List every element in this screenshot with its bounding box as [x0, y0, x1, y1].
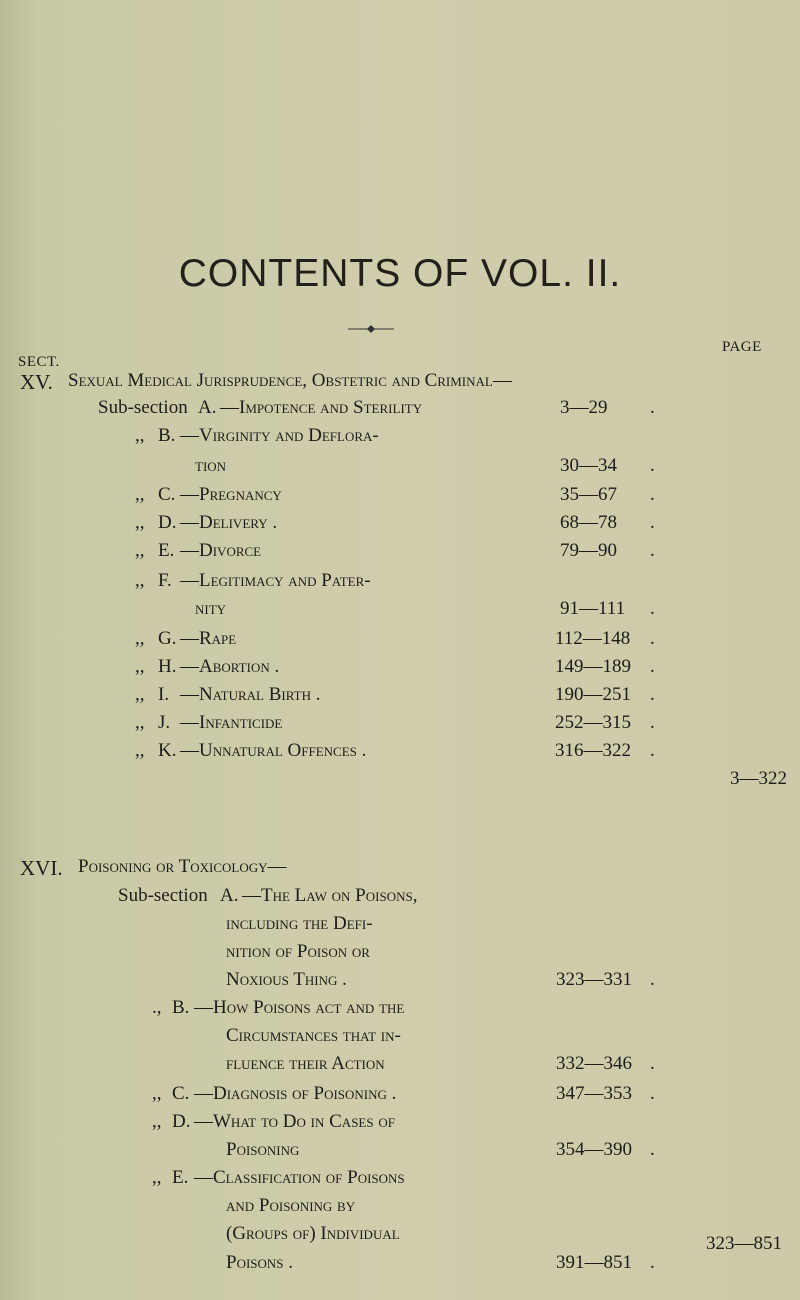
entry-prefix: Sub-section: [118, 885, 208, 906]
entry-title-line: —Pregnancy: [180, 484, 282, 505]
entry-prefix: ,,: [135, 570, 145, 591]
entry-prefix: ,,: [152, 1167, 162, 1188]
entry-pages: 354—390: [556, 1139, 632, 1160]
entry-pages: 332—346: [556, 1053, 632, 1074]
entry-letter: A.: [220, 885, 239, 906]
entry-letter: E.: [172, 1167, 189, 1188]
entry-title-line: —Infanticide: [180, 712, 283, 733]
entry-prefix: ,,: [135, 740, 145, 761]
entry-leader-dot: .: [650, 684, 655, 705]
entry-letter: B.: [158, 425, 176, 446]
entry-title-line: nity: [195, 598, 227, 619]
entry-pages: 91—111: [560, 598, 626, 619]
entry-prefix: ,,: [135, 512, 145, 533]
entry-letter: J.: [158, 712, 171, 733]
entry-leader-dot: .: [650, 740, 655, 761]
section-pages: 3—322: [730, 768, 787, 789]
section-pages: 323—851: [706, 1233, 782, 1254]
entry-pages: 30—34: [560, 455, 617, 476]
entry-letter: D.: [158, 512, 177, 533]
entry-pages: 391—851: [556, 1252, 632, 1273]
section-number: XVI.: [20, 856, 63, 880]
entry-letter: K.: [158, 740, 177, 761]
entry-leader-dot: .: [650, 1139, 655, 1160]
entry-title-line: Poisons .: [226, 1252, 294, 1273]
entry-title-line: —Rape: [180, 628, 237, 649]
entry-prefix: ,,: [135, 684, 145, 705]
entry-title-line: —Impotence and Sterility: [220, 397, 423, 418]
entry-title-line: Circumstances that in-: [226, 1025, 401, 1046]
entry-title-line: (Groups of) Individual: [226, 1223, 400, 1244]
sect-column-header: SECT.: [18, 354, 60, 370]
entry-title-line: —Legitimacy and Pater-: [180, 570, 371, 591]
entry-prefix: Sub-section: [98, 397, 188, 418]
entry-letter: C.: [172, 1083, 190, 1104]
entry-leader-dot: .: [650, 512, 655, 533]
entry-prefix: ,,: [135, 540, 145, 561]
entry-title-line: —Abortion .: [180, 656, 280, 677]
entry-pages: 3—29: [560, 397, 608, 418]
entry-pages: 316—322: [555, 740, 631, 761]
entry-letter: A.: [198, 397, 217, 418]
entry-pages: 112—148: [555, 628, 631, 649]
entry-title-line: —The Law on Poisons,: [242, 885, 418, 906]
section-number: XV.: [20, 370, 53, 394]
entry-letter: F.: [158, 570, 172, 591]
entry-leader-dot: .: [650, 1053, 655, 1074]
entry-pages: 79—90: [560, 540, 617, 561]
entry-prefix: ,,: [135, 712, 145, 733]
entry-title-line: —Classification of Poisons: [194, 1167, 405, 1188]
entry-title-line: —Virginity and Deflora-: [180, 425, 379, 446]
entry-leader-dot: .: [650, 598, 655, 619]
page-title: CONTENTS OF VOL. II.: [178, 252, 622, 295]
entry-leader-dot: .: [650, 1252, 655, 1273]
entry-title-line: —Delivery .: [180, 512, 278, 533]
entry-pages: 68—78: [560, 512, 617, 533]
entry-prefix: .,: [152, 997, 162, 1018]
entry-letter: E.: [158, 540, 175, 561]
entry-title-line: —How Poisons act and the: [194, 997, 405, 1018]
entry-prefix: ,,: [152, 1083, 162, 1104]
entry-leader-dot: .: [650, 540, 655, 561]
entry-pages: 252—315: [555, 712, 631, 733]
entry-title-line: —Natural Birth .: [180, 684, 321, 705]
entry-letter: H.: [158, 656, 177, 677]
entry-title-line: fluence their Action: [226, 1053, 385, 1074]
entry-leader-dot: .: [650, 712, 655, 733]
entry-letter: B.: [172, 997, 190, 1018]
entry-title-line: —What to Do in Cases of: [194, 1111, 395, 1132]
entry-letter: I.: [158, 684, 170, 705]
entry-title-line: and Poisoning by: [226, 1195, 356, 1216]
entry-prefix: ,,: [152, 1111, 162, 1132]
entry-pages: 149—189: [555, 656, 631, 677]
entry-leader-dot: .: [650, 455, 655, 476]
entry-leader-dot: .: [650, 484, 655, 505]
page-column-header: PAGE: [722, 339, 762, 355]
ornament-divider: [348, 325, 394, 333]
entry-prefix: ,,: [135, 656, 145, 677]
entry-leader-dot: .: [650, 1083, 655, 1104]
entry-leader-dot: .: [650, 656, 655, 677]
entry-letter: D.: [172, 1111, 191, 1132]
entry-prefix: ,,: [135, 628, 145, 649]
entry-pages: 323—331: [556, 969, 632, 990]
entry-pages: 190—251: [555, 684, 631, 705]
entry-leader-dot: .: [650, 397, 655, 418]
entry-leader-dot: .: [650, 628, 655, 649]
entry-letter: G.: [158, 628, 177, 649]
section-heading: Poisoning or Toxicology—: [78, 856, 287, 877]
entry-prefix: ,,: [135, 425, 145, 446]
entry-leader-dot: .: [650, 969, 655, 990]
entry-title-line: —Divorce: [180, 540, 262, 561]
entry-title-line: —Diagnosis of Poisoning .: [194, 1083, 397, 1104]
section-heading: Sexual Medical Jurisprudence, Obstetric and Criminal—: [68, 370, 512, 391]
entry-title-line: tion: [195, 455, 227, 476]
entry-title-line: —Unnatural Offences .: [180, 740, 367, 761]
entry-letter: C.: [158, 484, 176, 505]
entry-title-line: Noxious Thing .: [226, 969, 347, 990]
entry-title-line: nition of Poison or: [226, 941, 370, 962]
entry-pages: 347—353: [556, 1083, 632, 1104]
entry-prefix: ,,: [135, 484, 145, 505]
entry-title-line: Poisoning: [226, 1139, 300, 1160]
entry-title-line: including the Defi-: [226, 913, 373, 934]
entry-pages: 35—67: [560, 484, 617, 505]
